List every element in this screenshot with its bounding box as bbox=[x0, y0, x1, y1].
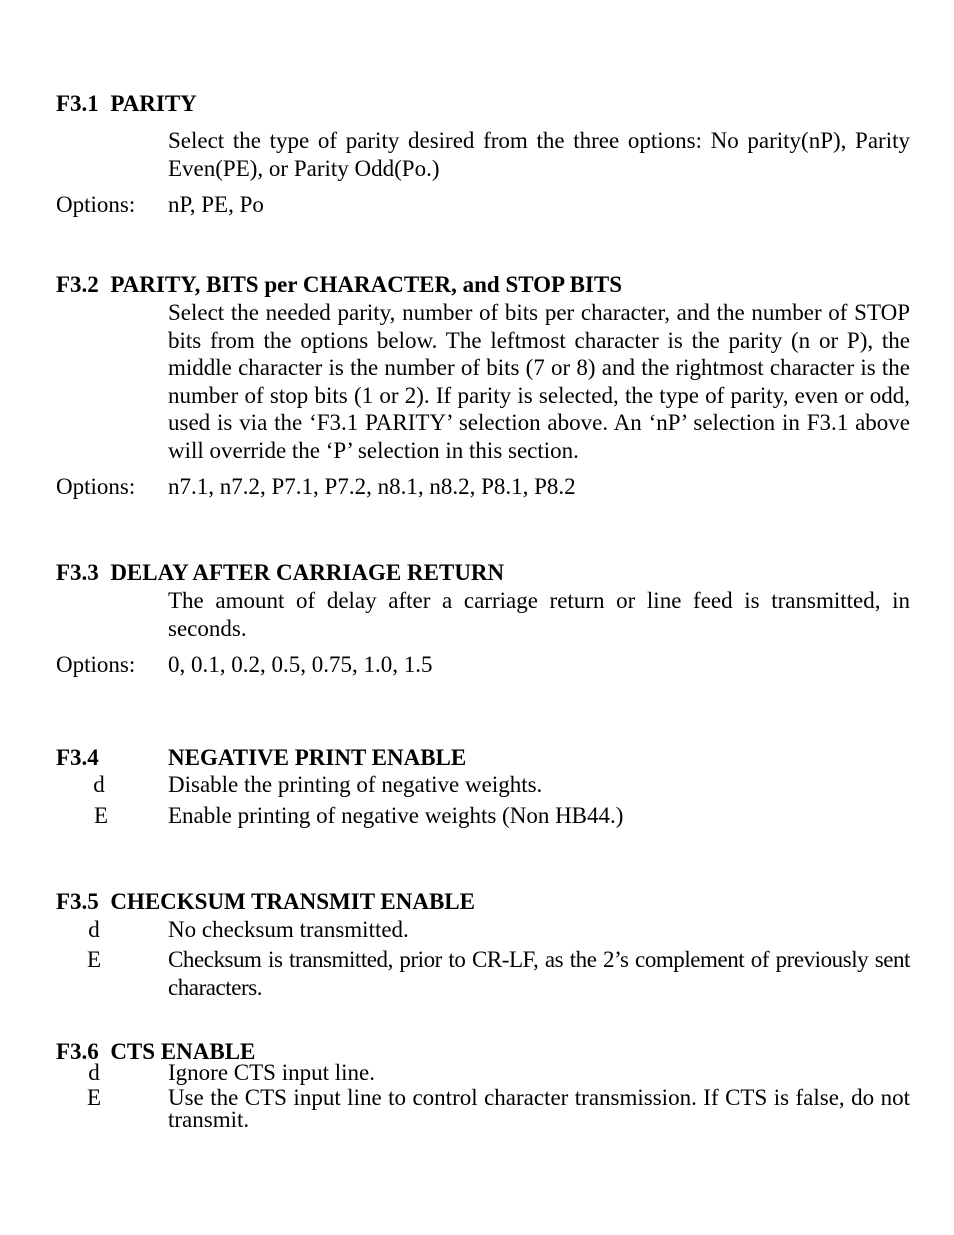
option-description-e: Enable printing of negative weights (Non HB44.) bbox=[168, 803, 624, 828]
option-code-d: d bbox=[88, 917, 100, 942]
option-description-e: Use the CTS input line to control character transmission. If CTS is false, do not transmit. bbox=[168, 1085, 910, 1132]
section-title-f3-4: NEGATIVE PRINT ENABLE bbox=[168, 745, 467, 770]
option-code-e: E bbox=[86, 1085, 102, 1110]
option-description-d: No checksum transmitted. bbox=[168, 917, 409, 942]
option-code-e: E bbox=[93, 803, 109, 828]
section-title: CHECKSUM TRANSMIT ENABLE bbox=[110, 889, 475, 914]
options-label-f3-1: Options: bbox=[56, 192, 136, 217]
option-description-d: Ignore CTS input line. bbox=[168, 1060, 375, 1085]
option-code-d: d bbox=[93, 772, 105, 797]
option-code-e: E bbox=[86, 947, 102, 972]
section-description-f3-3: The amount of delay after a carriage return or line feed is transmitted, in seconds. bbox=[168, 588, 910, 641]
section-title: PARITY bbox=[110, 91, 197, 116]
section-number: F3.1 bbox=[56, 91, 99, 116]
section-heading-f3-1 bbox=[56, 90, 197, 118]
section-heading-f3-5 bbox=[56, 888, 475, 916]
section-description-f3-1: Select the type of parity desired from the three options: No parity(nP), Parity Even(PE), or Parity Odd(Po.) bbox=[168, 128, 910, 181]
option-description-d: Disable the printing of negative weights. bbox=[168, 772, 543, 797]
section-heading-f3-2 bbox=[56, 271, 622, 299]
section-title: PARITY, BITS per CHARACTER, and STOP BITS bbox=[110, 272, 623, 297]
section-description-f3-2: Select the needed parity, number of bits per character, and the number of STOP bits from the options below. The leftmost character is the parity (n or P), the middle character is the number of bits (7 or 8) and the rightmost character is the number of stop bits (1 or 2). If parity is selected, the type of parity, even or odd, used is via the ‘F3.1 PARITY’ selection above. An ‘nP’ selection in F3.1 above will override the ‘P’ selection in this section. bbox=[168, 300, 910, 463]
options-label-f3-2: Options: bbox=[56, 474, 136, 499]
section-title: DELAY AFTER CARRIAGE RETURN bbox=[110, 560, 505, 585]
section-number: F3.3 bbox=[56, 560, 99, 585]
section-number: F3.6 bbox=[56, 1039, 99, 1064]
section-heading-f3-3 bbox=[56, 559, 504, 587]
section-number: F3.5 bbox=[56, 889, 99, 914]
option-code-d: d bbox=[88, 1060, 100, 1085]
section-title: CTS ENABLE bbox=[110, 1039, 256, 1064]
options-value-f3-1: nP, PE, Po bbox=[168, 192, 264, 217]
options-value-f3-3: 0, 0.1, 0.2, 0.5, 0.75, 1.0, 1.5 bbox=[168, 652, 433, 677]
options-label-f3-3: Options: bbox=[56, 652, 136, 677]
option-description-e: Checksum is transmitted, prior to CR-LF, as the 2’s complement of previously sent characters. bbox=[168, 947, 910, 1000]
options-value-f3-2: n7.1, n7.2, P7.1, P7.2, n8.1, n8.2, P8.1, P8.2 bbox=[168, 474, 576, 499]
section-number-f3-4: F3.4 bbox=[56, 745, 99, 770]
section-number: F3.2 bbox=[56, 272, 99, 297]
